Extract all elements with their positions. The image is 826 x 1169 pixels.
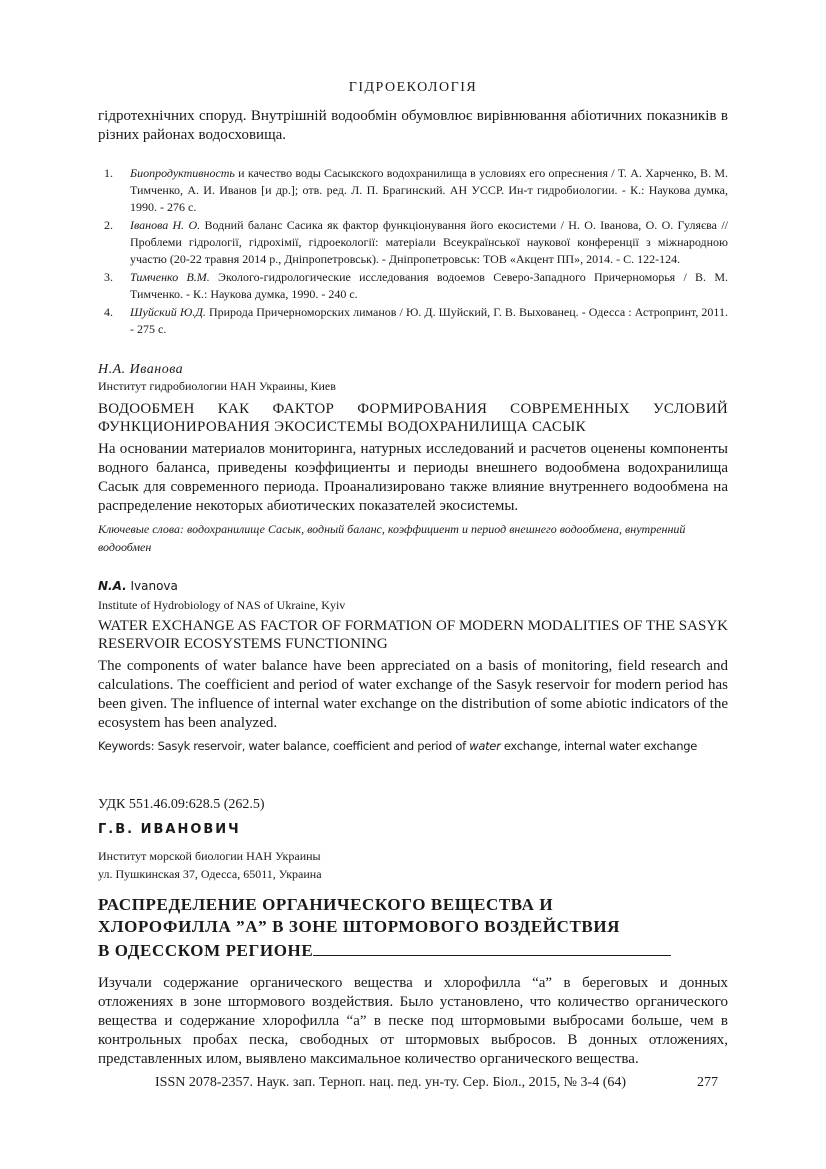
reference-item (98, 165, 728, 216)
reference-text: Природа Причерноморских лиманов / Ю. Д. Шуйский, Г. В. Выхованец. - Одесса : Астропринт, 2011. - 275 с. (130, 305, 728, 336)
abstract-en-keywords (98, 739, 728, 753)
reference-author: Биопродуктивность (130, 166, 235, 180)
title-line-3-text: В ОДЕССКОМ РЕГИОНЕ (98, 941, 314, 960)
keywords-text-end: exchange, internal water exchange (500, 739, 698, 753)
address-line: ул. Пушкинская 37, Одесса, 65011, Украина (98, 867, 322, 881)
article-body: Изучали содержание органического вещества и хлорофилла “а” в береговых и донных отложениях в зоне штормового воздействия. Было установлено, что количество органического вещества и содержание хлорофилла “а” в песке под штормовыми выбросами больше, чем в контрольных пробах песка, свободных от штормовых выбросов. В донных отложениях, представленных илом, выявлено максимальное количество органического вещества. (98, 975, 728, 1067)
reference-number: 4. (104, 305, 113, 319)
author-surname: Ivanova (126, 579, 178, 593)
reference-author: Шуйский Ю.Д. (130, 305, 206, 319)
reference-item (98, 269, 728, 303)
keywords-text: Sasyk reservoir, water balance, coefficient and period of (154, 739, 470, 753)
keywords-italic-word: water (469, 739, 501, 753)
abstract-ru-body: На основании материалов мониторинга, натурных исследований и расчетов оценены компоненты водного баланса, приведены коэффициенты и периоды внешнего водообмена водохранилища Сасык для современного периода. Проанализировано также влияние внутреннего водообмена на распределение некоторых абиотических показателей экосистемы. (98, 441, 728, 514)
title-line-3 (98, 938, 728, 962)
author-initials: N.A. (98, 579, 127, 593)
reference-author: Іванова Н. О. (130, 218, 201, 232)
running-header: ГІДРОЕКОЛОГІЯ (348, 80, 478, 95)
keywords-label: Keywords: (98, 739, 155, 753)
abstract-en-institution: Institute of Hydrobiology of NAS of Ukraine, Kyiv (98, 598, 346, 612)
reference-item (98, 217, 728, 268)
reference-author: Тимченко В.М. (130, 270, 210, 284)
reference-text: Водний баланс Сасика як фактор функціонування його екосистеми / Н. О. Іванова, О. О. Гуляєва // Проблеми гідрології, гідрохімії, гідроекології: матеріали Всеукраїнської наукової конференції з міжнародною участю (20-22 травня 2014 р., Дніпропетровськ). - Дніпропетровськ: ТОВ «Акцент ПП», 2014. - С. 122-124. (130, 218, 728, 266)
reference-number: 1. (104, 166, 113, 180)
reference-text: Эколого-гидрологические исследования водоемов Северо-Западного Причерноморья / В. М. Тимченко. - К.: Наукова думка, 1990. - 240 с. (130, 270, 728, 301)
title-line-2: ХЛОРОФИЛЛА ”А” В ЗОНЕ ШТОРМОВОГО ВОЗДЕЙСТВИЯ (98, 917, 621, 936)
title-underline (313, 938, 671, 956)
abstract-ru-keywords (98, 520, 728, 556)
title-line-1: РАСПРЕДЕЛЕНИЕ ОРГАНИЧЕСКОГО ВЕЩЕСТВА И (98, 895, 554, 914)
reference-item (98, 304, 728, 338)
institution-line: Институт морской биологии НАН Украины (98, 849, 321, 863)
abstract-ru-title: ВОДООБМЕН КАК ФАКТОР ФОРМИРОВАНИЯ СОВРЕМЕННЫХ УСЛОВИЙ ФУНКЦИОНИРОВАНИЯ ЭКОСИСТЕМЫ ВОДОХРАНИЛИЩА САСЫК (98, 401, 728, 435)
reference-number: 3. (104, 270, 113, 284)
abstract-en-body: The components of water balance have been appreciated on a basis of monitoring, field research and calculations. The coefficient and period of water exchange of the Sasyk reservoir for modern period has been given. The influence of internal water exchange on the distribution of some abiotic indicators of the ecosystem has been analyzed. (98, 658, 728, 731)
article-author: Г.В. ИВАНОВИЧ (98, 822, 241, 837)
keywords-text: водохранилище Сасык, водный баланс, коэффициент и период внешнего водообмена, внутренний водообмен (98, 522, 686, 554)
reference-number: 2. (104, 218, 113, 232)
abstract-ru-institution: Институт гидробиологии НАН Украины, Киев (98, 379, 336, 393)
abstract-ru-author: Н.А. Иванова (98, 362, 184, 377)
keywords-label: Ключевые слова: (98, 522, 185, 536)
reference-text: и качество воды Сасыкского водохранилища в условиях его опреснения / Т. А. Харченко, В. М. Тимченко, А. И. Иванов [и др.]; отв. ред. Л. П. Брагинский. АН УССР. Ин-т гидробиологии. - К.: Наукова думка, 1990. - 276 с. (130, 166, 728, 214)
intro-paragraph: гідротехнічних споруд. Внутрішній водообмін обумовлює вирівнювання абіотичних показників в різних районах водосховища. (98, 108, 728, 143)
udk-code: УДК 551.46.09:628.5 (262.5) (98, 797, 265, 812)
footer-journal: ISSN 2078-2357. Наук. зап. Терноп. нац. пед. ун-ту. Сер. Біол., 2015, № 3-4 (64) (155, 1075, 627, 1090)
abstract-en-title: WATER EXCHANGE AS FACTOR OF FORMATION OF MODERN MODALITIES OF THE SASYK RESERVOIR ECOSYSTEMS FUNCTIONING (98, 618, 728, 652)
article-title (98, 894, 728, 962)
abstract-en-author (98, 579, 178, 593)
article-institution (98, 847, 322, 883)
page-number: 277 (697, 1075, 718, 1090)
reference-list (98, 165, 728, 339)
